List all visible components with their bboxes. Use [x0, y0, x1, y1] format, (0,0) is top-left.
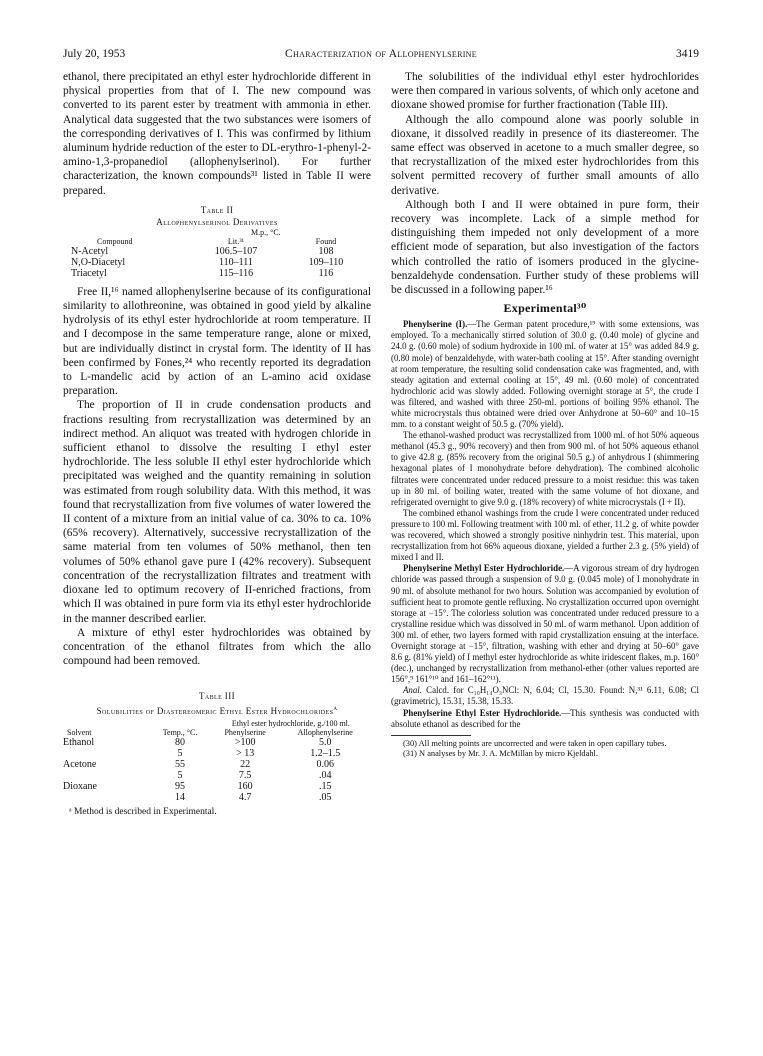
table-3-group-header: Ethyl ester hydrochloride, g./100 ml. — [231, 719, 350, 729]
left-paragraph-1: ethanol, there precipitated an ethyl ester hydrochloride different in physical properties from that of I. The new compound was converted to its parent ester by treatment with ammonia in ether. Analytical data suggested that the two substances were isomers of the corresponding derivatives of I. This was confirmed by lithium aluminum hydride reduction of the ester to DL-erythro-1-phenyl-2-amino-1,3-propanediol (allophenylserinol). For further characterization, the known compounds³¹ listed in Table II were prepared. — [63, 71, 371, 197]
table-cell: > 13 — [236, 748, 255, 760]
table-3-title-sup: a — [333, 704, 338, 713]
table-row — [71, 257, 371, 268]
table-row — [63, 759, 371, 770]
table-cell: 4.7 — [238, 792, 252, 804]
table-cell: 5 — [177, 748, 183, 760]
experimental-paragraph-3: The combined ethanol washings from the crude I were concentrated under reduced pressure to 100 ml. Following treatment with 100 ml. of ether, 11.2 g. of white powder was recovered, which showed a strongly positive ninhydrin test. This material, upon recrystallization from hot 66% aqueous dioxane, yielded a further 2.3 g. (5% yield) of mixed I and II. — [391, 507, 699, 563]
table-cell: 5.0 — [318, 737, 332, 749]
table-3-footnote: ᵃ Method is described in Experimental. — [69, 807, 217, 818]
table-cell: 7.5 — [238, 770, 252, 782]
table-cell: 95 — [175, 781, 186, 793]
ethyl-ester-text: —This synthesis was conducted with absolute ethanol as described for the — [391, 707, 700, 729]
anal-text: Calcd. for C₁₀H₁₄O₃NCl: N, 6.04; Cl, 15.30. Found: N,³¹ 6.11, 6.08; Cl (gravimetric), 15.31, 15.38, 15.33. — [391, 685, 700, 707]
right-paragraph-3: Although both I and II were obtained in pure form, their recovery was incomplete. Lack of a simple method for distinguishing them impeded not only development of a more efficient mode of separation, but also investigation of the factors which controlled the ratio of isomers produced in the glycine-benzaldehyde condensation. Further study of these problems will be discussed in a following paper.¹⁶ — [391, 198, 699, 297]
table-cell: 0.06 — [316, 759, 334, 771]
table-3-title: Solubilities of Diastereomeric Ethyl Ester Hydrochlorides — [96, 706, 334, 717]
table-cell: 106.5–107 — [214, 245, 258, 257]
table-3-col-phenyl: Phenylserine — [224, 728, 266, 738]
table-3-label: Table III — [198, 691, 235, 702]
footnote-31: (31) N analyses by Mr. J. A. McMillan by micro Kjeldahl. — [403, 749, 598, 759]
table-3-col-allo: Allophenylserine — [297, 728, 353, 738]
table-cell: 108 — [318, 245, 334, 257]
table-cell: >100 — [234, 737, 256, 749]
table-3-col-temp: Temp., °C. — [162, 728, 198, 738]
table-2 — [63, 204, 371, 279]
table-3 — [63, 690, 371, 817]
table-2-label: Table II — [200, 204, 234, 215]
methyl-ester-heading: Phenylserine Methyl Ester Hydrochloride. — [403, 563, 565, 574]
left-paragraph-2: Free II,¹⁶ named allophenylserine because of its configurational similarity to allothreonine, was obtained in good yield by alkaline hydrolysis of its ethyl ester hydrochloride at room temperature. II and I decompose in the same temperature range, alone or mixed, but are individually distinct in crystal form. The identity of II has been confirmed by Fones,²⁴ who recently reported its degradation to L-mandelic acid by action of an L-amino acid oxidase preparation. — [63, 285, 371, 398]
table-3-grid — [63, 719, 371, 803]
table-cell — [63, 770, 149, 781]
table-3-col-solvent: Solvent — [67, 728, 92, 738]
table-row — [63, 748, 371, 759]
table-row — [63, 770, 371, 781]
table-cell: 115–116 — [218, 267, 254, 279]
right-paragraph-2: Although the allo compound alone was poorly soluble in dioxane, it dissolved readily in presence of its diastereomer. The same effect was observed in acetone to a much smaller degree, so that recrystallization of the mixed ester hydrochlorides from this solvent permitted recovery of further small amounts of allo derivative. — [391, 113, 699, 197]
table-2-grid — [71, 228, 371, 279]
table-cell: Ethanol — [63, 737, 95, 749]
table-cell: .04 — [318, 770, 332, 782]
ethyl-ester-heading: Phenylserine Ethyl Ester Hydrochloride. — [403, 707, 562, 718]
experimental-heading: Experimental³⁰ — [503, 301, 587, 316]
table-cell: Acetone — [63, 759, 97, 771]
table-cell: .15 — [318, 781, 332, 793]
table-cell: 116 — [318, 267, 334, 279]
table-cell: N-Acetyl — [71, 245, 109, 257]
table-cell — [63, 748, 149, 759]
table-cell: 55 — [175, 759, 186, 771]
table-cell: 80 — [175, 737, 186, 749]
table-2-col-lit: Lit.³¹ — [227, 236, 245, 246]
table-2-col-found: Found — [315, 236, 337, 246]
phenylserine-heading: Phenylserine (I). — [403, 319, 468, 330]
table-cell: 14 — [175, 792, 186, 804]
table-row — [71, 246, 371, 257]
anal-label: Anal. — [403, 685, 422, 696]
footnote-divider — [391, 735, 471, 736]
phenylserine-text: —The German patent procedure,¹⁹ with some extensions, was employed. To a mechanically stirred solution of 30.0 g. (0.40 mole) of glycine and 24.0 g. (0.60 mole) of sodium hydroxide in 100 ml. of water at 15° was added 84.9 g. (0.80 mole) of benzaldehyde, with water-bath cooling at 15°. After standing overnight at room temperature, the resulting solid condensation cake was fragmented, and, with steady agitation and external cooling at 15°, 49 ml. (0.60 mole) of concentrated hydrochloric acid was slowly added. Following overnight storage at 5°, the crude I was filtered, and washed with three 250-ml. portions of boiling 95% ethanol. The white microcrystals thus obtained were dried over Anhydrone at 50–60° and 10–15 mm. to a constant weight of 50.5 g. (70% yield). — [391, 319, 699, 430]
left-paragraph-4: A mixture of ethyl ester hydrochlorides was obtained by concentration of the ethanol filtrates from which the allo compound had been removed. — [63, 626, 371, 668]
left-paragraph-3: The proportion of II in crude condensation products and fractions resulting from recrystallization was determined by an indirect method. An aliquot was treated with hydrogen chloride in sufficient ethanol to dissolve the resulting I ethyl ester hydrochloride. The less soluble II ethyl ester hydrochloride which precipitated was weighed and the quantity remaining in solution was estimated from rough solubility data. With this method, it was found that recrystallization from five volumes of water lowered the II content of a mixture from an initial value of ca. 30% to ca. 10% (65% recovery). Alternatively, successive recrystallization of the same material from ten volumes of 50% methanol, then ten volumes of 50% ethanol gave pure I (42% recovery). Subsequent concentration of the recrystallization filtrates and treatment with dioxane led to optimum recovery of II-enriched fractions, from which II was obtained in pure form via its ethyl ester hydrochloride in the manner described earlier. — [63, 399, 371, 625]
table-cell: N,O-Diacetyl — [71, 256, 126, 268]
table-cell: 5 — [177, 770, 183, 782]
table-cell: 110–111 — [219, 256, 253, 268]
table-cell: Dioxane — [63, 781, 97, 793]
table-2-title: Allophenylserinol Derivatives — [156, 216, 278, 227]
table-cell — [63, 792, 149, 803]
header-page-number: 3419 — [676, 48, 699, 60]
right-column — [391, 70, 699, 760]
header-date: July 20, 1953 — [63, 48, 126, 60]
table-cell: 22 — [240, 759, 251, 771]
table-row — [63, 781, 371, 792]
experimental-paragraph-2: The ethanol-washed product was recrystallized from 1000 ml. of hot 50% aqueous methanol (45.3 g., 90% recovery) and then from 900 ml. of hot 50% aqueous ethanol to give 42.8 g. (85% recovery from the original 50.5 g.) of anhydrous I (shimmering hexagonal plates of I monohydrate before dehydration). The combined alcoholic filtrates were concentrated under reduced pressure to a moist residue: this was taken up in 80 ml. of boiling water, treated with the same volume of hot dioxane, and refrigerated overnight to give 9.0 g. (18% recovery) of white microcrystals (I + II). — [391, 430, 699, 507]
footnote-30: (30) All melting points are uncorrected and were taken in open capillary tubes. — [403, 738, 667, 748]
table-cell: Triacetyl — [71, 267, 107, 279]
methyl-ester-text: —A vigorous stream of dry hydrogen chloride was passed through a suspension of 9.0 g. (0.045 mole) of I monohydrate in 90 ml. of absolute methanol for two hours. Solution was accompanied by evolution of sufficient heat to promote gentle refluxing. No crystallization occurred upon overnight storage at −15°. The colorless solution was concentrated under reduced pressure to a crystalline residue which was dissolved in 50 ml. of warm methanol. Upon addition of 300 ml. of ether, two layers formed with rapid crystallization ensuing at the interface. Overnight storage at −15°, filtration, washing with ether and drying at 50–60° gave 8.6 g. (81% yield) of I methyl ester hydrochloride as white iridescent flakes, m.p. 160° (dec.), unchanged by recrystallization from methanol-ether (other values reported are 156°,⁹ 161°¹⁰ and 161–162°¹¹). — [391, 563, 699, 685]
table-row — [63, 737, 371, 748]
table-2-mp-header: M.p., °C. — [251, 227, 281, 237]
table-row — [71, 268, 371, 279]
table-2-col-compound: Compound — [97, 236, 133, 246]
table-row — [63, 792, 371, 803]
table-cell: 1.2–1.5 — [310, 748, 341, 760]
table-cell: 109–110 — [308, 256, 344, 268]
header-running-title: Characterization of Allophenylserine — [285, 48, 477, 60]
table-cell: 160 — [237, 781, 253, 793]
right-paragraph-1: The solubilities of the individual ethyl ester hydrochlorides were then compared in various solvents, of which only acetone and dioxane showed promise for further fractionation (Table III). — [391, 71, 699, 112]
table-cell: .05 — [318, 792, 332, 804]
left-column — [63, 70, 371, 817]
